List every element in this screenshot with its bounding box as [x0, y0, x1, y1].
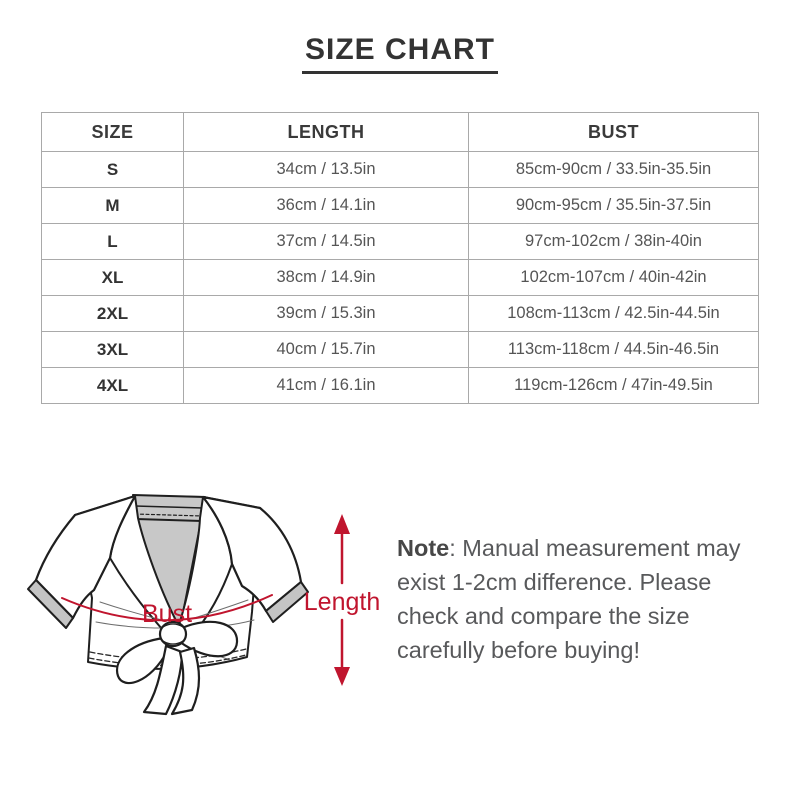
bust-cell: 85cm-90cm / 33.5in-35.5in: [469, 152, 759, 188]
size-cell: 2XL: [42, 296, 184, 332]
table-row: [42, 188, 759, 224]
bust-cell: 108cm-113cm / 42.5in-44.5in: [469, 296, 759, 332]
page-title-wrap: [0, 33, 800, 74]
size-cell: S: [42, 152, 184, 188]
table-row: [42, 368, 759, 404]
length-cell: 41cm / 16.1in: [184, 368, 469, 404]
note-text: [397, 531, 757, 667]
garment-diagram: [20, 470, 390, 770]
size-cell: XL: [42, 260, 184, 296]
note-label: Note: [397, 535, 450, 561]
bust-label: Bust: [141, 600, 193, 628]
table-header-bust: BUST: [469, 113, 759, 152]
table-header-row: [42, 113, 759, 152]
length-label: Length: [303, 588, 381, 616]
arrow-up-icon: [334, 514, 350, 534]
length-cell: 36cm / 14.1in: [184, 188, 469, 224]
length-cell: 38cm / 14.9in: [184, 260, 469, 296]
table-header-size: SIZE: [42, 113, 184, 152]
bust-cell: 119cm-126cm / 47in-49.5in: [469, 368, 759, 404]
bust-cell: 97cm-102cm / 38in-40in: [469, 224, 759, 260]
size-cell: 4XL: [42, 368, 184, 404]
table-row: [42, 296, 759, 332]
crop-top-illustration: [20, 470, 390, 770]
length-cell: 34cm / 13.5in: [184, 152, 469, 188]
size-cell: M: [42, 188, 184, 224]
arrow-down-icon: [334, 667, 350, 686]
size-cell: L: [42, 224, 184, 260]
note-body: : Manual measurement may exist 1-2cm difference. Please check and compare the size carefully before buying!: [397, 535, 741, 663]
length-cell: 37cm / 14.5in: [184, 224, 469, 260]
table-row: [42, 332, 759, 368]
length-cell: 40cm / 15.7in: [184, 332, 469, 368]
length-cell: 39cm / 15.3in: [184, 296, 469, 332]
bust-cell: 113cm-118cm / 44.5in-46.5in: [469, 332, 759, 368]
page-title: SIZE CHART: [302, 33, 498, 74]
table-header-length: LENGTH: [184, 113, 469, 152]
bust-cell: 102cm-107cm / 40in-42in: [469, 260, 759, 296]
table-row: [42, 152, 759, 188]
size-table: [41, 112, 759, 404]
size-cell: 3XL: [42, 332, 184, 368]
bust-cell: 90cm-95cm / 35.5in-37.5in: [469, 188, 759, 224]
table-row: [42, 224, 759, 260]
table-row: [42, 260, 759, 296]
